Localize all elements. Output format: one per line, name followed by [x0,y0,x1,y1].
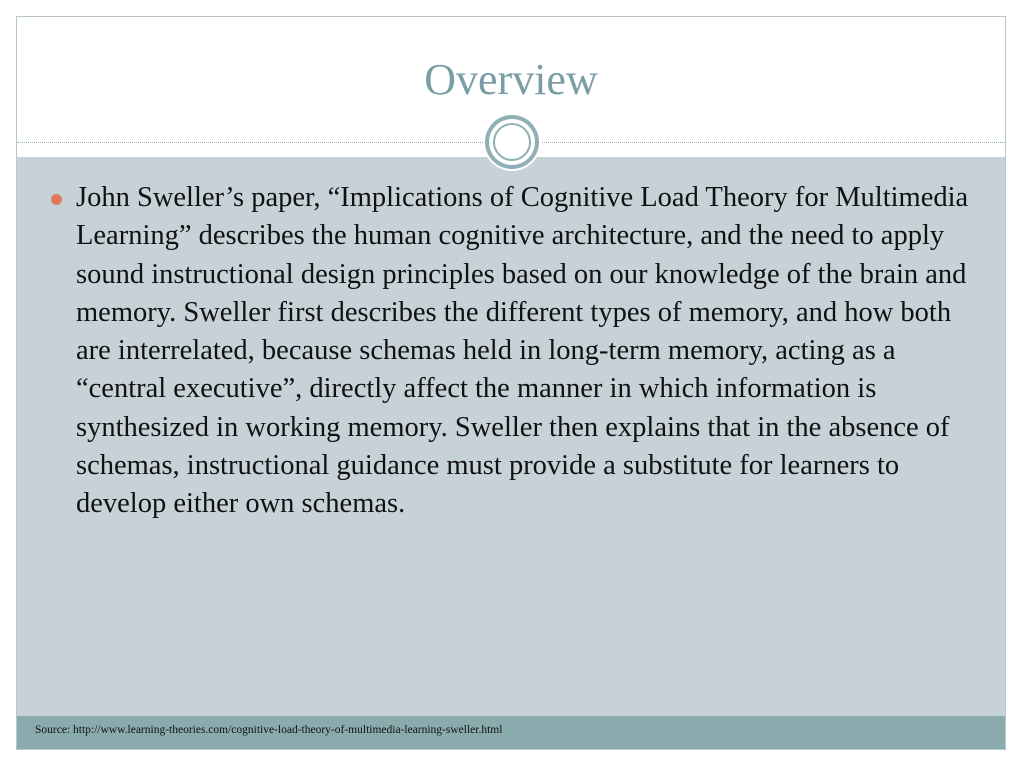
source-citation: Source: http://www.learning-theories.com/cognitive-load-theory-of-multimedia-learning-sweller.html [35,724,503,736]
slide-title: Overview [424,55,598,104]
bullet-item [51,179,981,524]
bullet-dot-icon [51,194,62,205]
slide [16,16,1006,750]
bullet-text: John Sweller’s paper, “Implications of Cognitive Load Theory for Multimedia Learning” describes the human cognitive architecture, and the need to apply sound instructional design principles based on our knowledge of the brain and memory. Sweller first describes the different types of memory, and how both are interrelated, because schemas held in long-term memory, acting as a “central executive”, directly affect the manner in which information is synthesized in working memory. Sweller then explains that in the absence of schemas, instructional guidance must provide a substitute for learners to develop either own schemas. [76,182,969,520]
footer-bar [17,716,1005,750]
circle-ornament-icon [483,113,541,171]
